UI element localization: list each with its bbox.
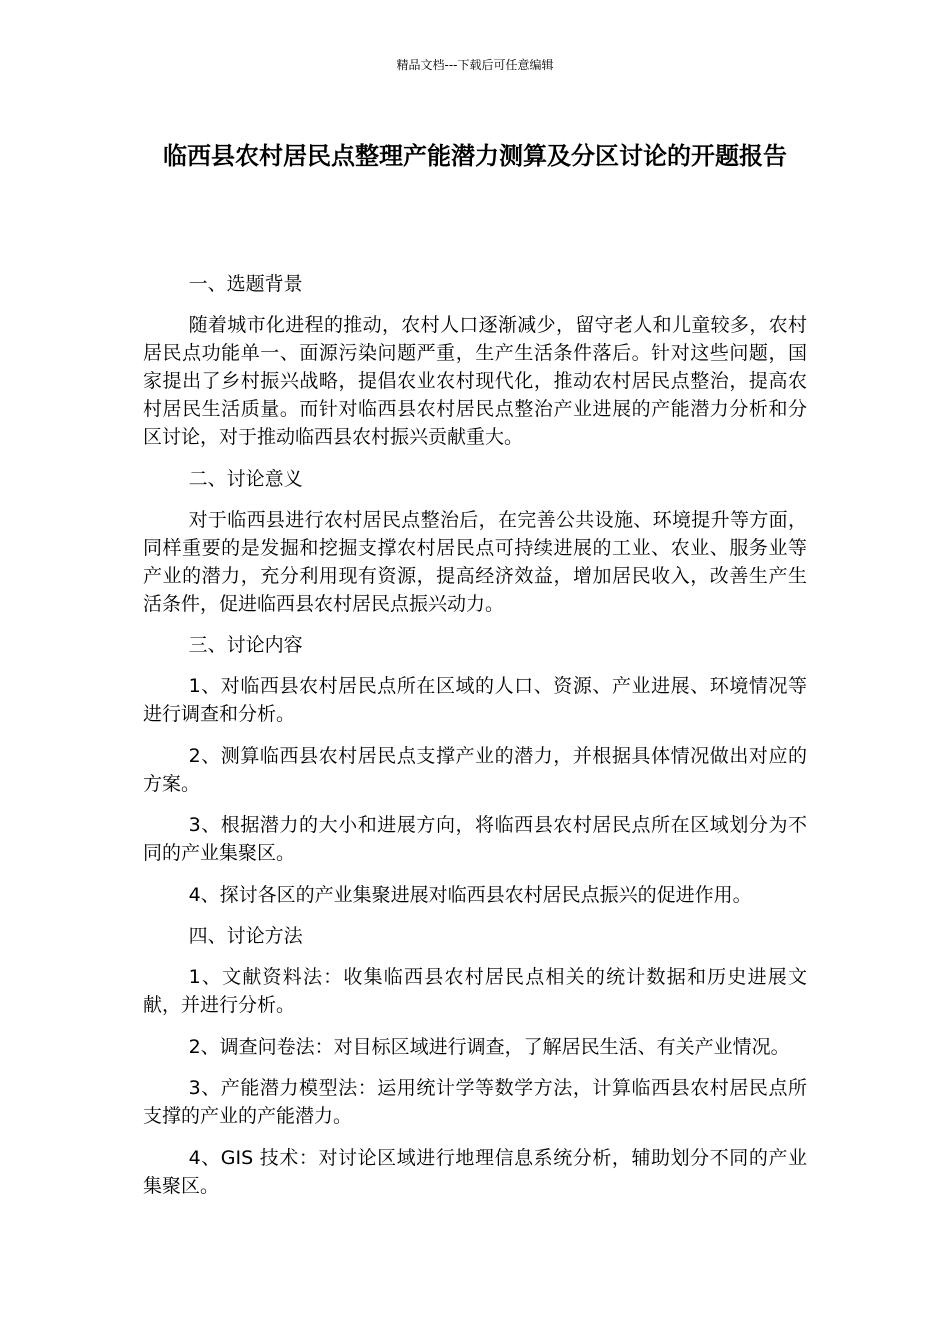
content-item-3: 3、根据潜力的大小和进展方向，将临西县农村居民点所在区域划分为不同的产业集聚区。 — [143, 814, 807, 864]
content-item-2: 2、测算临西县农村居民点支撑产业的潜力，并根据具体情况做出对应的方案。 — [143, 744, 807, 795]
document-title: 临西县农村居民点整理产能潜力测算及分区讨论的开题报告 — [163, 142, 787, 170]
content-item-4: 4、探讨各区的产业集聚进展对临西县农村居民点振兴的促进作用。 — [188, 883, 752, 906]
paragraph-background: 随着城市化进程的推动，农村人口逐渐减少，留守老人和儿童较多，农村居民点功能单一、面源污染问题严重，生产生活条件落后。针对这些问题，国家提出了乡村振兴战略，提倡农业农村现代化，推动农村居民点整治，提高农村居民生活质量。而针对临西县农村居民点整治产业进展的产能潜力分析和分区讨论，对于推动临西县农村振兴贡献重大。 — [143, 314, 807, 448]
paragraph-significance: 对于临西县进行农村居民点整治后，在完善公共设施、环境提升等方面，同样重要的是发掘和挖掘支撑农村居民点可持续进展的工业、农业、服务业等产业的潜力，充分利用现有资源，提高经济效益，增加居民收入，改善生产生活条件，促进临西县农村居民点振兴动力。 — [143, 508, 807, 615]
method-item-3: 3、产能潜力模型法：运用统计学等数学方法，计算临西县农村居民点所支撑的产业的产能潜力。 — [143, 1077, 807, 1127]
method-item-1: 1、文献资料法：收集临西县农村居民点相关的统计数据和历史进展文献，并进行分析。 — [143, 966, 807, 1016]
section-heading-significance: 二、讨论意义 — [188, 467, 303, 490]
section-heading-methods: 四、讨论方法 — [188, 925, 303, 947]
page-header: 精品文档---下载后可任意编辑 — [396, 58, 554, 72]
section-heading-content: 三、讨论内容 — [188, 634, 303, 656]
method-item-2: 2、调查问卷法：对目标区域进行调查，了解居民生活、有关产业情况。 — [188, 1035, 790, 1058]
section-heading-background: 一、选题背景 — [188, 273, 303, 295]
method-item-4: 4、GIS 技术：对讨论区域进行地理信息系统分析，辅助划分不同的产业集聚区。 — [143, 1146, 807, 1197]
document-body — [143, 270, 807, 1213]
content-item-1: 1、对临西县农村居民点所在区域的人口、资源、产业进展、环境情况等进行调查和分析。 — [143, 675, 807, 725]
